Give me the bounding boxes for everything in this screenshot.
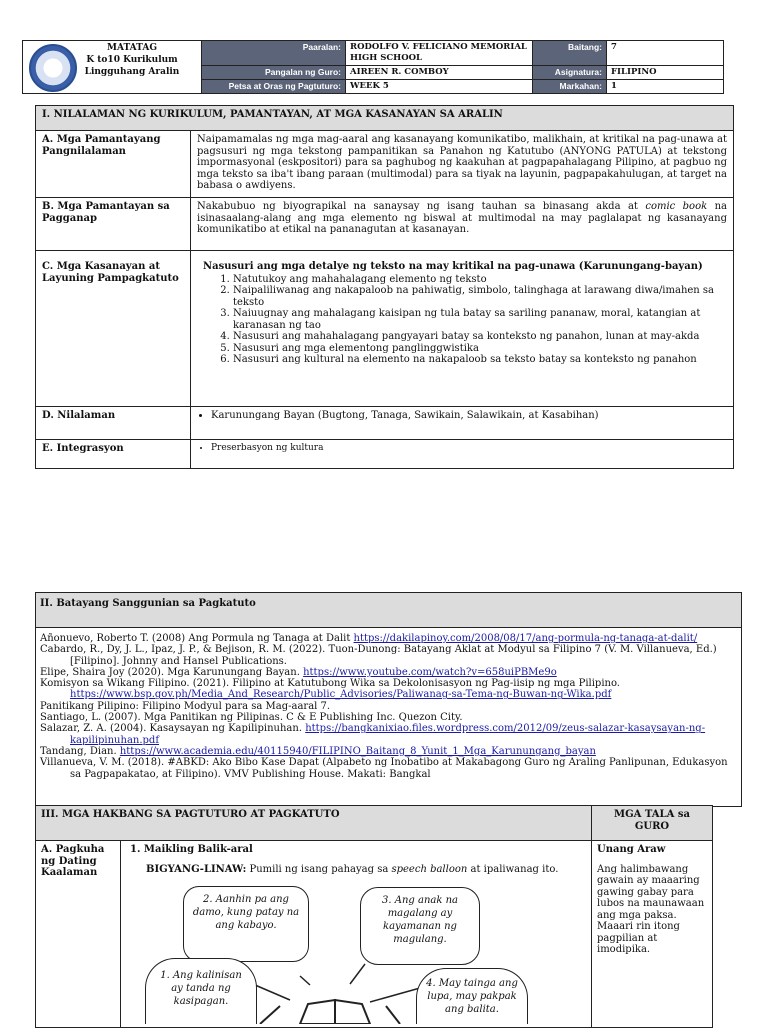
reference-text: Elipe, Shaira Joy (2020). Mga Karunungang Bayan.	[40, 666, 304, 678]
reference-item	[40, 757, 737, 780]
reference-item	[40, 633, 737, 644]
row-b-text-emphasis: comic book	[645, 201, 708, 212]
header-line-3: Lingguhang Aralin	[84, 67, 180, 77]
section-1-title: I. NILALAMAN NG KURIKULUM, PAMANTAYAN, AT MGA KASANAYAN SA ARALIN	[36, 106, 734, 131]
markahan-value: 1	[607, 80, 724, 94]
paaralan-value: RODOLFO V. FELICIANO MEMORIAL HIGH SCHOOL	[346, 41, 533, 66]
notes-heading: Unang Araw	[597, 844, 666, 855]
deped-seal-icon	[29, 44, 77, 92]
guro-label: Pangalan ng Guro:	[202, 66, 346, 80]
row-c-list	[197, 274, 727, 366]
list-item: 6. Nasusuri ang kultural na elemento na nakapaloob sa teksto batay sa konteksto ng panahon	[233, 354, 727, 366]
asignatura-label: Asignatura:	[533, 66, 607, 80]
list-item: 2. Naipaliliwanag ang nakapaloob na pahiwatig, simbolo, talinghaga at larawang diwa/imahen sa teksto	[233, 285, 727, 308]
reference-item	[40, 667, 737, 678]
instruction	[126, 864, 586, 876]
list-item: 5. Nasusuri ang mga elementong panglinggwistika	[233, 343, 727, 355]
reference-item	[40, 701, 737, 712]
list-item: 1. Natutukoy ang mahahalagang elemento ng teksto	[233, 274, 727, 286]
reference-text: Villanueva, V. M. (2018). #ABKD: Ako Bibo Kase Dapat (Alpabeto ng Inobatibo at Makabagong Guro ng Araling Panlipunan, Edukasyon sa Pagpapakatao, at Filipino). VMV Publishing House. Makati: Bangkal	[40, 757, 728, 780]
markahan-label: Markahan:	[533, 80, 607, 94]
row-b-text-part-1: Nakabubuo ng biyograpikal na sanaysay ng isang tauhan sa binasang akda at	[197, 201, 646, 212]
row-c-label: C. Mga Kasanayan at Layuning Pampagkatuto	[36, 251, 191, 407]
reference-text: Santiago, L. (2007). Mga Panitikan ng Pilipinas. C & E Publishing Inc. Quezon City.	[40, 712, 463, 724]
instruction-emphasis: speech balloon	[391, 863, 468, 875]
section-1-table	[35, 105, 734, 469]
section-3-title: III. MGA HAKBANG SA PAGTUTURO AT PAGKATUTO	[36, 806, 592, 841]
reference-text: Cabardo, R., Dy, J. L., Ipaz, J. P., & Bejison, R. M. (2022). Tuon-Dunong: Batayang Aklat at Modyul sa Filipino 7 (V. M. Villanueva, Ed.) [Filipino]. Johnny and Hansel Publications.	[40, 644, 717, 667]
reference-text: Komisyon sa Wikang Filipino. (2021). Filipino at Katutubong Wika sa Dekolonisasyon ng Pag-iisip ng mga Pilipino.	[40, 678, 620, 690]
instruction-text-1: Pumili ng isang pahayag sa	[246, 863, 392, 875]
row-c-heading: Nasusuri ang mga detalye ng teksto na may kritikal na pag-unawa (Karunungang-bayan)	[203, 261, 703, 272]
list-item: 4. Nasusuri ang mahahalagang pangyayari batay sa konteksto ng panahon, lunan at may-akda	[233, 331, 727, 343]
reference-text: Panitikang Pilipino: Filipino Modyul para sa Mag-aaral 7.	[40, 700, 331, 712]
reference-link[interactable]: https://www.bsp.gov.ph/Media_And_Research/Public_Advisories/Paliwanag-sa-Tema-ng-Buwan-ng-Wika.pdf	[70, 689, 612, 701]
instruction-text-2: at ipaliwanag ito.	[467, 863, 559, 875]
reference-text: Salazar, Z. A. (2004). Kasaysayan ng Kapilipinuhan.	[40, 723, 306, 735]
instruction-label: BIGYANG-LINAW:	[146, 863, 247, 875]
row-d-label: D. Nilalaman	[36, 407, 191, 440]
section-2-box	[35, 592, 742, 807]
lesson-header	[22, 40, 724, 94]
reference-link[interactable]: https://bangkanixiao.files.wordpress.com/2012/09/zeus-salazar-kasaysayan-ng-kapilipinuhan.pdf	[70, 723, 706, 746]
row-a-label: A. Mga Pamantayang Pangnilalaman	[36, 131, 191, 198]
reference-link[interactable]: https://www.academia.edu/40115940/FILIPINO_Baitang_8_Yunit_1_Mga_Karunungang_bayan	[119, 745, 596, 757]
speech-balloon-3: 3. Ang anak na magalang ay kayamanan ng magulang.	[360, 887, 480, 965]
reference-item	[40, 746, 737, 757]
reference-list	[36, 628, 741, 785]
header-line-1: MATATAG	[106, 43, 158, 53]
list-item: • Preserbasyon ng kultura	[211, 443, 727, 455]
asignatura-value: FILIPINO	[607, 66, 724, 80]
row-b-text-part-2: na isinasaalang-alang ang mga elemento ng biswal at multimodal na may paglalapat ng kasanayang komunikatibo at etikal na pananagutan at kasanayan.	[197, 201, 727, 235]
notes-cell	[592, 841, 713, 1028]
notes-title: MGA TALA sa GURO	[592, 806, 713, 841]
reference-link[interactable]: https://www.youtube.com/watch?v=658uiPBMe9o	[303, 666, 557, 678]
row-e-content	[191, 440, 734, 469]
reference-text: Tandang, Dian.	[40, 745, 120, 757]
reference-item	[40, 644, 737, 667]
list-item: • Karunungang Bayan (Bugtong, Tanaga, Sawikain, Salawikain, at Kasabihan)	[211, 410, 727, 422]
row-a-text: Naipamamalas ng mga mag-aaral ang kasanayang komunikatibo, malikhain, at kritikal na pag-unawa at pagsusuri ng mga tekstong pampanitikan sa Panahon ng Katutubo (ANYONG PATULA) at tekstong impormasyonal (eskpositori) para sa paghubog ng kaakuhan at pagpapahalagang Pilipino, at pagbuo ng mga teksto sa iba't ibang paraan (multimodal) para sa tiyak na layunin, pagpapakahulugan, at target na babasa o awdiyens.	[191, 131, 734, 198]
baitang-value: 7	[607, 41, 724, 66]
row-b-label: B. Mga Pamantayan sa Pagganap	[36, 198, 191, 251]
step-title: 1. Maikling Balik-aral	[130, 844, 253, 855]
notes-text: Ang halimbawang gawain ay maaaring gawing gabay para lubos na maunawaan ang mga paksa. Maaari rin itong pagpilian at imodipika.	[597, 863, 705, 955]
paaralan-label: Paaralan:	[202, 41, 346, 66]
reference-link[interactable]: https://dakilapinoy.com/2008/08/17/ang-pormula-ng-tanaga-at-dalit/	[353, 633, 698, 644]
petsa-label: Petsa at Oras ng Pagtuturo:	[202, 80, 346, 94]
speech-balloon-1: 1. Ang kalinisan ay tanda ng kasipagan.	[145, 958, 257, 1024]
speech-balloon-4: 4. May tainga ang lupa, may pakpak ang balita.	[416, 968, 528, 1024]
row-e-label: E. Integrasyon	[36, 440, 191, 469]
book-icon	[260, 1000, 400, 1024]
header-line-2: K to10 Kurikulum	[86, 55, 178, 65]
reference-item	[40, 723, 737, 746]
row-b-text	[191, 198, 734, 251]
reference-item	[40, 712, 737, 723]
speech-balloon-2: 2. Aanhin pa ang damo, kung patay na ang kabayo.	[183, 886, 309, 962]
row-d-content	[191, 407, 734, 440]
list-item: 3. Naiuugnay ang mahalagang kaisipan ng tula batay sa sariling pananaw, moral, katangian at karanasan ng tao	[233, 308, 727, 331]
row-a-label: A. Pagkuha ng Dating Kaalaman	[36, 841, 121, 1028]
baitang-label: Baitang:	[533, 41, 607, 66]
header-logo-cell	[23, 41, 202, 94]
reference-item	[40, 678, 737, 701]
reference-text: Añonuevo, Roberto T. (2008) Ang Pormula ng Tanaga at Dalit	[40, 633, 354, 644]
guro-value: AIREEN R. COMBOY	[346, 66, 533, 80]
row-c-content	[191, 251, 734, 407]
section-2-title: II. Batayang Sanggunian sa Pagkatuto	[36, 593, 741, 628]
balloon-tails	[255, 964, 420, 1002]
petsa-value: WEEK 5	[346, 80, 533, 94]
